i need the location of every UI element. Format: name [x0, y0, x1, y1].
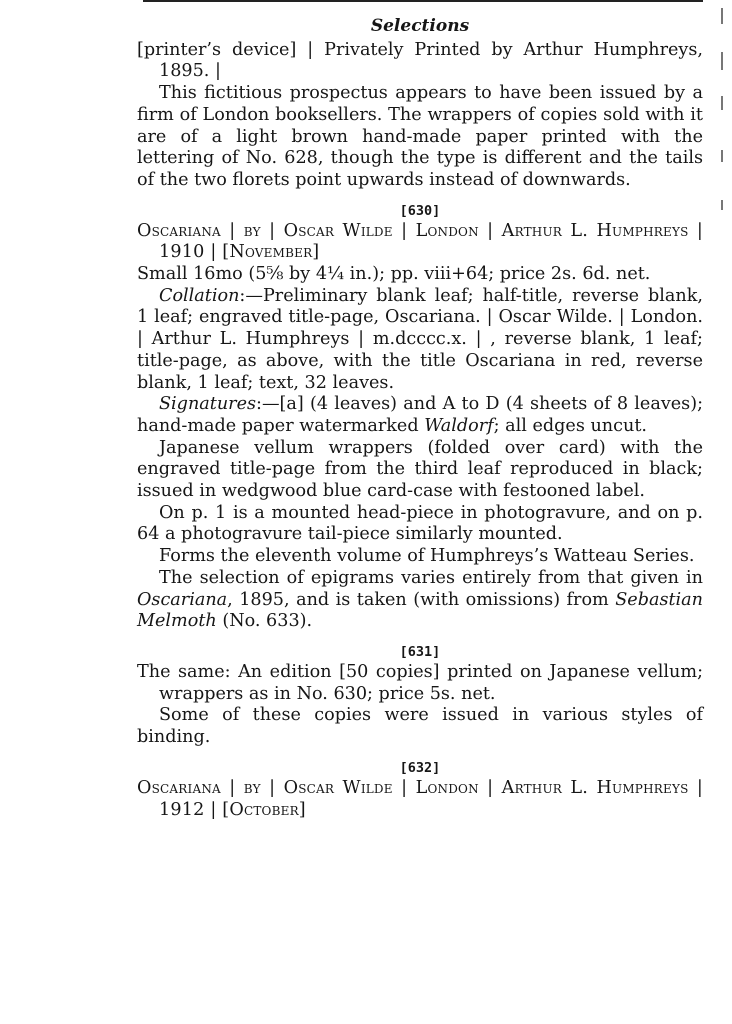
- entry-collation: [137, 286, 703, 395]
- entry-number: [631]: [399, 643, 441, 660]
- entry-title: Oscariana | by | Oscar Wilde | London | Arthur L. Humphreys | 1910 | [November]: [137, 220, 703, 263]
- entry-number: [632]: [399, 759, 441, 776]
- watermark-name: Waldorf: [424, 415, 494, 436]
- selection-title: Oscariana: [137, 589, 228, 610]
- entry-630: [137, 202, 703, 633]
- entry-binding: Japanese vellum wrappers (folded over card) with the engraved title-page from the third leaf reproduced in black; issued in wedgwood blue card-case with festooned label.: [137, 437, 703, 502]
- signatures-text-end: ; all edges uncut.: [493, 415, 647, 436]
- selection-text-mid: , 1895, and is taken (with omissions) from: [227, 589, 616, 610]
- entry-note: This fictitious prospectus appears to have been issued by a firm of London booksellers. The wrappers of copies sold with it are of a light brown hand-made paper printed with the lettering of No. 628, though the type is different and the tails of the two florets point upwards instead of downwards.: [137, 83, 703, 190]
- entry-title: [printer’s device] | Privately Printed by Arthur Humphreys, 1895. |: [137, 39, 703, 82]
- collation-label: Collation: [159, 285, 240, 306]
- entry-text: The same: An edition [50 copies] printed on Japanese vellum; wrappers as in No. 630; price 5s. net.: [137, 661, 703, 704]
- entry-size: Small 16mo (5⅝ by 4¼ in.); pp. viii+64; price 2s. 6d. net.: [137, 264, 651, 285]
- entry-signatures: [137, 394, 703, 437]
- signatures-label: Signatures: [159, 394, 257, 415]
- selection-text-end: (No. 633).: [216, 611, 313, 632]
- collation-text: :—Preliminary blank leaf; half-title, reverse blank, 1 leaf; engraved title-page, Oscariana. | Oscar Wilde. | London. | Arthur L. Humphreys | m.dcccc.x. | , reverse blank, 1 leaf; title-page, as above, with the title Oscariana in red, reverse blank, 1 leaf; text, 32 leaves.: [137, 285, 703, 393]
- selection-text: The selection of epigrams varies entirely from that given in: [159, 567, 703, 588]
- entry-headpiece: On p. 1 is a mounted head-piece in photogravure, and on p. 64 a photogravure tail-piece similarly mounted.: [137, 502, 703, 545]
- top-rule: [143, 0, 703, 2]
- entry-title: Oscariana | by | Oscar Wilde | London | Arthur L. Humphreys | 1912 | [October]: [137, 777, 703, 820]
- signatures-text: :—[a] (4 leaves) and A to D (4 sheets of 8 leaves); hand-made paper watermarked: [137, 394, 703, 436]
- entry-selection: [137, 568, 703, 633]
- margin-marks: [718, 0, 726, 320]
- running-heading: Selections: [370, 16, 470, 36]
- entry-632: [137, 759, 703, 821]
- selection-source: Sebastian Melmoth: [137, 589, 703, 632]
- entry-series: Forms the eleventh volume of Humphreys’s Watteau Series.: [159, 546, 695, 567]
- entry-631: [137, 643, 703, 749]
- entry-note: Some of these copies were issued in various styles of binding.: [137, 705, 703, 748]
- entry-number: [630]: [399, 202, 441, 219]
- book-page: [137, 16, 703, 821]
- entry-previous: [137, 40, 703, 192]
